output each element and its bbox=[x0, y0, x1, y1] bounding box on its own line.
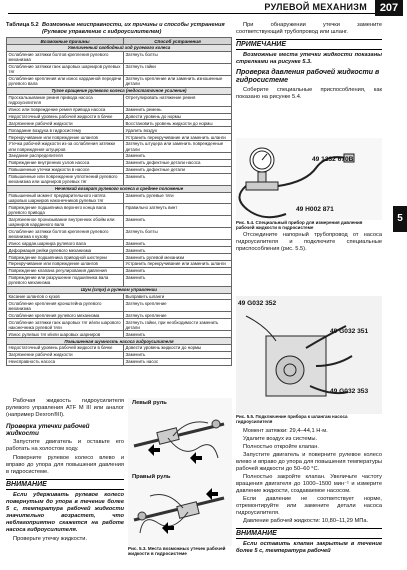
bottom-left-text bbox=[6, 398, 124, 545]
table-row bbox=[7, 51, 232, 63]
cause-cell: Загрязнение рабочей жидкости bbox=[7, 351, 124, 358]
paragraph: Полностью откройте клапан. bbox=[243, 444, 319, 450]
cause-cell: Повреждение клапана регулирования давления bbox=[7, 267, 124, 274]
fix-cell: Затянуть гайки, при необходимости заменить детали bbox=[124, 319, 232, 331]
table-group-row bbox=[7, 286, 232, 293]
table-row bbox=[7, 94, 232, 106]
fix-cell: Довести уровень до нормы bbox=[124, 113, 232, 120]
fix-cell: Заменить bbox=[124, 247, 232, 254]
table-row bbox=[7, 192, 232, 204]
table-row bbox=[7, 319, 232, 331]
table-row bbox=[7, 240, 232, 247]
label-right-hand-drive: Правый руль bbox=[132, 474, 171, 480]
table-group-row bbox=[7, 87, 232, 94]
table-row bbox=[7, 254, 232, 261]
table-group-title: Увеличенный свободный ход рулевого колеса bbox=[7, 45, 232, 52]
table-row bbox=[7, 247, 232, 254]
table-row bbox=[7, 312, 232, 319]
table-row bbox=[7, 106, 232, 113]
table-row bbox=[7, 153, 232, 160]
cause-cell: Ослабление затяжки гаек шаровых шарниров рулевых тяг bbox=[7, 63, 124, 75]
fix-cell: Затянуть крепление bbox=[124, 300, 232, 312]
cause-cell: Перекручивание или повреждение шлангов bbox=[7, 261, 124, 268]
cause-cell: Ослабление затяжки болтов крепления рулевого механизма bbox=[7, 51, 124, 63]
fix-cell: Затянуть крепление bbox=[124, 312, 232, 319]
table-group-title: Повышенная шумность насоса гидроусилителя bbox=[7, 338, 232, 345]
fix-cell: Отрегулировать натяжение ремня bbox=[124, 94, 232, 106]
figure-caption: Рис. 5.3. Места возможных утечек рабочей жидкости в гидросистеме bbox=[128, 546, 226, 557]
fix-cell: Заменить bbox=[124, 216, 232, 228]
section-heading: Проверка давления рабочей жидкости в гидросистеме bbox=[236, 69, 380, 84]
table-row bbox=[7, 267, 232, 274]
fix-cell: Заменить дефектные детали насоса bbox=[124, 159, 232, 166]
cause-cell: Загрязненное пронизывание внутренних обойм или шарниров карданного вала bbox=[7, 216, 124, 228]
table-group-row bbox=[7, 185, 232, 192]
table-row bbox=[7, 300, 232, 312]
figure-5-3 bbox=[128, 398, 232, 566]
note-text: Возможные места утечки жидкости показаны стрелками на рисунке 5.3. bbox=[236, 52, 382, 65]
fix-cell: Довести уровень жидкости до нормы bbox=[124, 345, 232, 352]
fix-cell: Заменить насос bbox=[124, 358, 232, 365]
warning-heading: ВНИМАНИЕ bbox=[236, 528, 382, 539]
cause-cell: Утечка рабочей жидкости из-за ослабления затяжки или повреждения штуцеров bbox=[7, 141, 124, 153]
cause-cell: Повреждение или разрушение подшипника вала рулевого механизма bbox=[7, 274, 124, 286]
paragraph: Давление рабочей жидкости: 10,80–11,29 МПа. bbox=[243, 518, 369, 524]
table-caption bbox=[6, 22, 232, 35]
paragraph: Запустите двигатель и оставьте его работать на холостом ходу. bbox=[6, 439, 124, 453]
cause-cell: Ослабление крепления или износ карданной передачи рулевого вала bbox=[7, 75, 124, 87]
cause-cell: Износ кардан.шарнира рулевого вала bbox=[7, 240, 124, 247]
cause-cell: Недостаточный уровень рабочей жидкости в бачке bbox=[7, 113, 124, 120]
check-heading: Проверка утечки рабочей жидкости bbox=[6, 423, 90, 438]
paragraph: Момент затяжки: 29,4–44,1 Н·м. bbox=[243, 428, 328, 434]
figure-5-5 bbox=[236, 296, 382, 428]
table-title-line: Возможные неисправности, их причины и способы устранения bbox=[42, 22, 225, 28]
table-row bbox=[7, 204, 232, 216]
table-row bbox=[7, 127, 232, 134]
table-row bbox=[7, 345, 232, 352]
fix-cell: Заменить bbox=[124, 153, 232, 160]
warning-text: Если оставить клапан закрытым в течение более 5 с, температура рабочей bbox=[236, 541, 382, 554]
part-number: 49 H002 871 bbox=[296, 206, 334, 213]
cause-cell: Ослабление затяжки болтов крепления рулевого механизма к кузову bbox=[7, 228, 124, 240]
intro-paragraph: Рабочая жидкость гидроусилителя рулевого управления ATF M III или аналог (например Dexron®II). bbox=[6, 398, 124, 418]
cause-cell: Повышенные или повреждение уплотнений рулевого механизма или шарниров рулевых тяг bbox=[7, 173, 124, 185]
fault-table-body bbox=[7, 45, 232, 366]
fix-cell: Затянуть болты bbox=[124, 228, 232, 240]
fix-cell: Восстановить уровень жидкости до нормы bbox=[124, 120, 232, 127]
chapter-tab: 5 bbox=[393, 206, 407, 232]
cause-cell: Неисправность насоса bbox=[7, 358, 124, 365]
fix-cell: Затянуть крепление или заменить изношенные детали bbox=[124, 75, 232, 87]
part-number: 49 G032 351 bbox=[330, 328, 369, 335]
table-row bbox=[7, 141, 232, 153]
cause-cell: Повышенные утечки жидкости в насосе bbox=[7, 166, 124, 173]
table-number: Таблица 5.2 bbox=[6, 22, 39, 28]
cause-cell: Повышенный момент предварительного натяга шаровых шарниров наконечников рулевых тяг bbox=[7, 192, 124, 204]
steering-leak-illustration bbox=[128, 398, 232, 546]
table-row bbox=[7, 293, 232, 300]
table-row bbox=[7, 120, 232, 127]
fix-cell: Устранить перекручивание или заменить шланги bbox=[124, 134, 232, 141]
table-row bbox=[7, 173, 232, 185]
fix-cell: Заменить bbox=[124, 267, 232, 274]
fix-cell: Затянуть гайки bbox=[124, 63, 232, 75]
label-left-hand-drive: Левый руль bbox=[132, 400, 167, 406]
table-title-line: (Рулевое управление с гидроусилителем) bbox=[42, 28, 162, 35]
paragraph: Полностью закройте клапан. Увеличьте частоту вращения двигателя до 1000–1500 мин⁻¹ и измерите давление жидкости, создаваемое насосом. bbox=[236, 474, 382, 494]
part-number: 49 G032 353 bbox=[330, 388, 369, 395]
cause-cell: Недостаточный уровень рабочей жидкости в бачке bbox=[7, 345, 124, 352]
cause-cell: Износ или повреждение ремня привода насоса bbox=[7, 106, 124, 113]
col-header-fix: Способ устранения bbox=[124, 38, 232, 45]
page-header bbox=[0, 0, 407, 18]
cause-cell: Проскальзывание ремня привода насоса гидроусилителя bbox=[7, 94, 124, 106]
cause-cell: Ослабление крепления кронштейна рулевого механизма bbox=[7, 300, 124, 312]
table-row bbox=[7, 228, 232, 240]
table-group-title: Тугое вращение рулевого колеса (недостаточное усиление) bbox=[7, 87, 232, 94]
fix-cell: Заменить bbox=[124, 351, 232, 358]
fix-cell: Затянуть болты bbox=[124, 51, 232, 63]
cause-cell: Износ рулевых тяг и/или шаровых шарниров bbox=[7, 331, 124, 338]
pump-connection-illustration bbox=[236, 296, 382, 414]
fix-cell: Затянуть штуцера или заменить поврежденные детали bbox=[124, 141, 232, 153]
left-column bbox=[6, 22, 232, 366]
cause-cell: Касание шлангов о кузов bbox=[7, 293, 124, 300]
figure-caption: Рис. 5.5. Подключение прибора к шлангам насоса гидроусилителя bbox=[236, 414, 348, 425]
table-row bbox=[7, 358, 232, 365]
cause-cell: Попадание воздуха в гидросистему bbox=[7, 127, 124, 134]
paragraph: Поверните рулевое колесо влево и вправо до упора для повышения давления в гидросистеме. bbox=[6, 455, 124, 476]
cause-cell: Повреждение подшипника верхнего конца вала рулевого привода bbox=[7, 204, 124, 216]
table-row bbox=[7, 274, 232, 286]
right-column-text-3 bbox=[236, 428, 382, 556]
fix-cell: Заменить bbox=[124, 274, 232, 286]
table-row bbox=[7, 351, 232, 358]
right-column-text-2 bbox=[236, 232, 382, 253]
paragraph: Удалите воздух из системы. bbox=[243, 436, 318, 442]
fix-cell: Заменить дефектные детали bbox=[124, 166, 232, 173]
warning-text: Если удерживать рулевое колесо повернутым до упора в течение более 5 с, температура рабочей жидкости значительно возрастет, что неблагоприятно скажется на работе насоса гидроусилителя. bbox=[6, 492, 124, 534]
table-row bbox=[7, 75, 232, 87]
fix-cell: Заменить рулевой механизм bbox=[124, 254, 232, 261]
cause-cell: Ослабление крепления рулевого механизма bbox=[7, 312, 124, 319]
table-group-title: Шум (стук) в рулевом управлении bbox=[7, 286, 232, 293]
cause-cell: Деформация рейки рулевого механизма bbox=[7, 247, 124, 254]
fix-cell: Выправить шланги bbox=[124, 293, 232, 300]
part-number: 49 G032 352 bbox=[238, 300, 277, 307]
page-number: 207 bbox=[375, 0, 403, 16]
fix-cell: Заменить ремень bbox=[124, 106, 232, 113]
table-row bbox=[7, 113, 232, 120]
table-row bbox=[7, 63, 232, 75]
header-rule bbox=[8, 13, 377, 14]
note-heading: ПРИМЕЧАНИЕ bbox=[236, 39, 382, 50]
paragraph: Соберите специальные приспособления, как показано на рисунке 5.4. bbox=[236, 87, 382, 100]
fix-cell: Заменить bbox=[124, 173, 232, 185]
part-number: 49 1232 670B bbox=[312, 156, 354, 163]
fix-cell: Заменить рулевые тяги bbox=[124, 192, 232, 204]
table-row bbox=[7, 216, 232, 228]
figure-5-4 bbox=[236, 138, 382, 232]
cause-cell: Загрязнение рабочей жидкости bbox=[7, 120, 124, 127]
fix-cell: Заменить bbox=[124, 240, 232, 247]
col-header-cause: Возможные причины bbox=[7, 38, 124, 45]
paragraph: При обнаружении утечки замените соответствующий трубопровод или шланг. bbox=[236, 22, 382, 35]
table-group-row bbox=[7, 338, 232, 345]
fix-cell: Удалить воздух bbox=[124, 127, 232, 134]
paragraph: Если давление не соответствует норме, отремонтируйте или замените детали насоса гидроусилителя. bbox=[236, 496, 382, 516]
fix-cell: Устранить перекручивание или заменить шланги bbox=[124, 261, 232, 268]
table-title bbox=[42, 22, 225, 35]
cause-cell: Повреждение внутренних узлов насоса bbox=[7, 159, 124, 166]
fault-table bbox=[6, 37, 232, 365]
table-group-title: Нечеткий возврат рулевого колеса в среднее положение bbox=[7, 185, 232, 192]
paragraph: Проверьте утечку жидкости. bbox=[13, 536, 88, 543]
table-group-row bbox=[7, 45, 232, 52]
fix-cell: Правильно затянуть винт bbox=[124, 204, 232, 216]
cause-cell: Ослабление затяжки гаек шаровых тяг и/или шарового наконечника рулевой тяги bbox=[7, 319, 124, 331]
cause-cell: Заедание распределителя bbox=[7, 153, 124, 160]
figure-caption: Рис. 5.4. Специальный прибор для измерения давления рабочей жидкости в гидросистеме bbox=[236, 220, 363, 231]
fix-cell: Заменить bbox=[124, 331, 232, 338]
paragraph: Запустите двигатель и поверните рулевое колесо влево и вправо до упора для повышения температуры рабочей жидкости до 50–60 °С. bbox=[236, 452, 382, 472]
right-column-text bbox=[236, 22, 382, 103]
cause-cell: Перекручивание или повреждение шлангов bbox=[7, 134, 124, 141]
paragraph: Отсоедините напорный трубопровод от насоса гидроусилителя и подключите специальные приспособления (рис. 5.5). bbox=[236, 232, 382, 252]
cause-cell: Повреждение подшипника приводной шестерни bbox=[7, 254, 124, 261]
section-title: РУЛЕВОЙ МЕХАНИЗМ bbox=[260, 2, 367, 12]
table-row bbox=[7, 331, 232, 338]
table-row bbox=[7, 166, 232, 173]
table-row bbox=[7, 134, 232, 141]
table-row bbox=[7, 159, 232, 166]
warning-heading: ВНИМАНИЕ bbox=[6, 479, 124, 490]
table-row bbox=[7, 261, 232, 268]
